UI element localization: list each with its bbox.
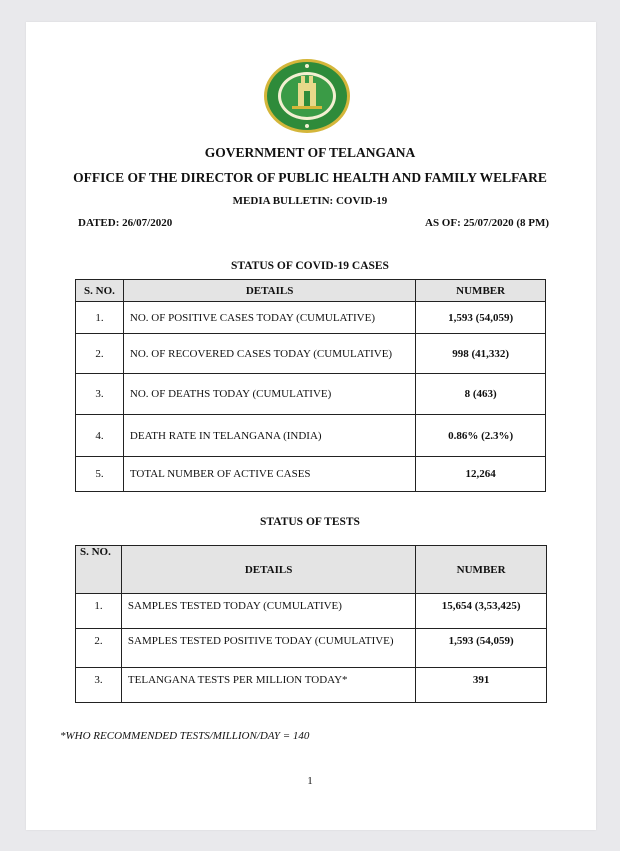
as-of-label: AS OF: 25/07/2020 (8 PM) bbox=[425, 217, 550, 229]
table-row bbox=[76, 668, 547, 703]
header-details: DETAILS bbox=[123, 280, 415, 302]
dated-label: DATED: 26/07/2020 bbox=[78, 217, 173, 229]
cases-table bbox=[75, 279, 546, 492]
table-header-row bbox=[76, 546, 547, 594]
table-row bbox=[76, 457, 546, 492]
cell-sno: 1. bbox=[76, 302, 124, 334]
cell-details: SAMPLES TESTED TODAY (CUMULATIVE) bbox=[121, 594, 415, 629]
office-title: OFFICE OF THE DIRECTOR OF PUBLIC HEALTH AND FAMILY WELFARE bbox=[73, 170, 547, 185]
cell-details: TOTAL NUMBER OF ACTIVE CASES bbox=[123, 457, 415, 492]
header-sno: S. NO. bbox=[76, 546, 122, 594]
cell-sno: 2. bbox=[76, 334, 124, 374]
cell-number: 1,593 (54,059) bbox=[416, 629, 547, 668]
cell-details: SAMPLES TESTED POSITIVE TODAY (CUMULATIVE) bbox=[121, 629, 415, 668]
cell-sno: 4. bbox=[76, 415, 124, 457]
cell-details: TELANGANA TESTS PER MILLION TODAY* bbox=[121, 668, 415, 703]
cell-sno: 3. bbox=[76, 668, 122, 703]
cell-number: 8 (463) bbox=[416, 374, 546, 415]
cell-sno: 3. bbox=[76, 374, 124, 415]
cell-sno: 5. bbox=[76, 457, 124, 492]
table-row bbox=[76, 415, 546, 457]
cell-sno: 2. bbox=[76, 629, 122, 668]
tests-table-caption: STATUS OF TESTS bbox=[260, 516, 360, 528]
cell-number: 998 (41,332) bbox=[416, 334, 546, 374]
header-details: DETAILS bbox=[121, 546, 415, 594]
table-row bbox=[76, 302, 546, 334]
cell-number: 15,654 (3,53,425) bbox=[416, 594, 547, 629]
cell-number: 391 bbox=[416, 668, 547, 703]
cell-number: 0.86% (2.3%) bbox=[416, 415, 546, 457]
cell-number: 1,593 (54,059) bbox=[416, 302, 546, 334]
table-row bbox=[76, 374, 546, 415]
table-row bbox=[76, 334, 546, 374]
who-footnote: *WHO RECOMMENDED TESTS/MILLION/DAY = 140 bbox=[60, 730, 310, 742]
cases-table-caption: STATUS OF COVID-19 CASES bbox=[231, 260, 389, 272]
table-row bbox=[76, 594, 547, 629]
cell-details: NO. OF RECOVERED CASES TODAY (CUMULATIVE) bbox=[123, 334, 415, 374]
header-number: NUMBER bbox=[416, 546, 547, 594]
tests-table bbox=[75, 545, 547, 703]
page-number: 1 bbox=[307, 775, 313, 787]
table-header-row bbox=[76, 280, 546, 302]
cell-details: NO. OF DEATHS TODAY (CUMULATIVE) bbox=[123, 374, 415, 415]
cell-sno: 1. bbox=[76, 594, 122, 629]
cell-details: DEATH RATE IN TELANGANA (INDIA) bbox=[123, 415, 415, 457]
bulletin-title: MEDIA BULLETIN: COVID-19 bbox=[232, 195, 388, 207]
cell-number: 12,264 bbox=[416, 457, 546, 492]
government-title: GOVERNMENT OF TELANGANA bbox=[204, 145, 416, 160]
table-row bbox=[76, 629, 547, 668]
header-number: NUMBER bbox=[416, 280, 546, 302]
telangana-emblem bbox=[262, 57, 352, 135]
cell-details: NO. OF POSITIVE CASES TODAY (CUMULATIVE) bbox=[123, 302, 415, 334]
header-sno: S. NO. bbox=[76, 280, 124, 302]
